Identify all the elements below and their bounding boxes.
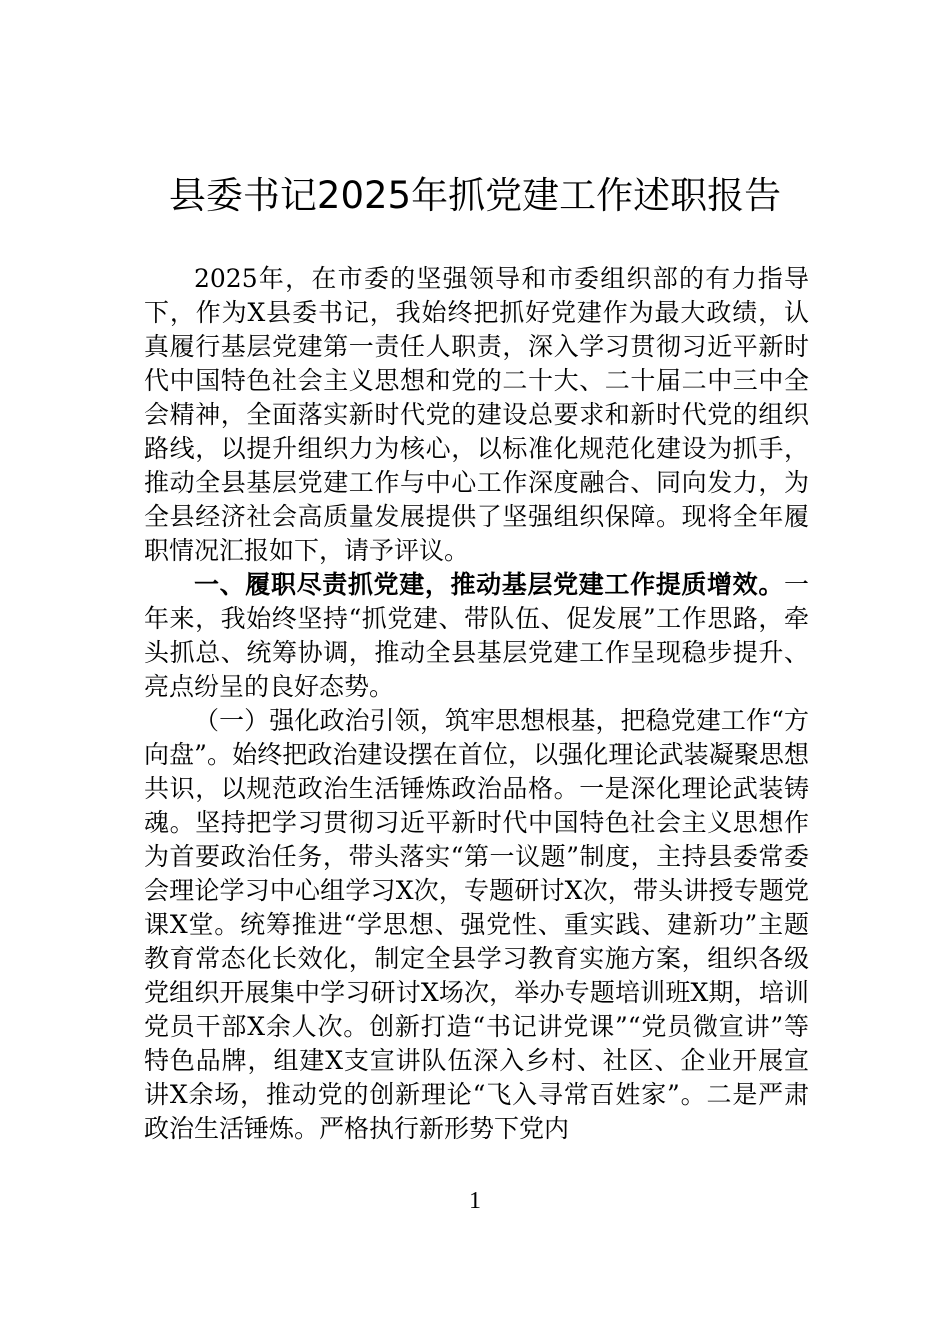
section-1-paragraph — [144, 568, 809, 704]
section-1-heading: 一、履职尽责抓党建，推动基层党建工作提质增效。 — [194, 570, 784, 599]
section-1-text: 一年来，我始终坚持“抓党建、带队伍、促发展”工作思路，牵头抓总、统筹协调，推动全县基层党建工作呈现稳步提升、亮点纷呈的良好态势。 — [144, 570, 809, 701]
document-title: 县委书记2025年抓党建工作述职报告 — [168, 174, 782, 217]
document-body — [144, 262, 809, 1146]
intro-paragraph: 2025年，在市委的坚强领导和市委组织部的有力指导下，作为X县委书记，我始终把抓好党建作为最大政绩，认真履行基层党建第一责任人职责，深入学习贯彻习近平新时代中国特色社会主义思想和党的二十大、二十届二中三中全会精神，全面落实新时代党的建设总要求和新时代党的组织路线，以提升组织力为核心，以标准化规范化建设为抓手，推动全县基层党建工作与中心工作深度融合、同向发力，为全县经济社会高质量发展提供了坚强组织保障。现将全年履职情况汇报如下，请予评议。 — [144, 264, 809, 565]
subsection-1-paragraph: （一）强化政治引领，筑牢思想根基，把稳党建工作“方向盘”。始终把政治建设摆在首位，以强化理论武装凝聚思想共识，以规范政治生活锤炼政治品格。一是深化理论武装铸魂。坚持把学习贯彻习近平新时代中国特色社会主义思想作为首要政治任务，带头落实“第一议题”制度，主持县委常委会理论学习中心组学习X次，专题研讨X次，带头讲授专题党课X堂。统筹推进“学思想、强党性、重实践、建新功”主题教育常态化长效化，制定全县学习教育实施方案，组织各级党组织开展集中学习研讨X场次，举办专题培训班X期，培训党员干部X余人次。创新打造“书记讲党课”“党员微宣讲”等特色品牌，组建X支宣讲队伍深入乡村、社区、企业开展宣讲X余场，推动党的创新理论“飞入寻常百姓家”。二是严肃政治生活锤炼。严格执行新形势下党内 — [144, 706, 809, 1143]
page-number: 1 — [469, 1188, 481, 1214]
